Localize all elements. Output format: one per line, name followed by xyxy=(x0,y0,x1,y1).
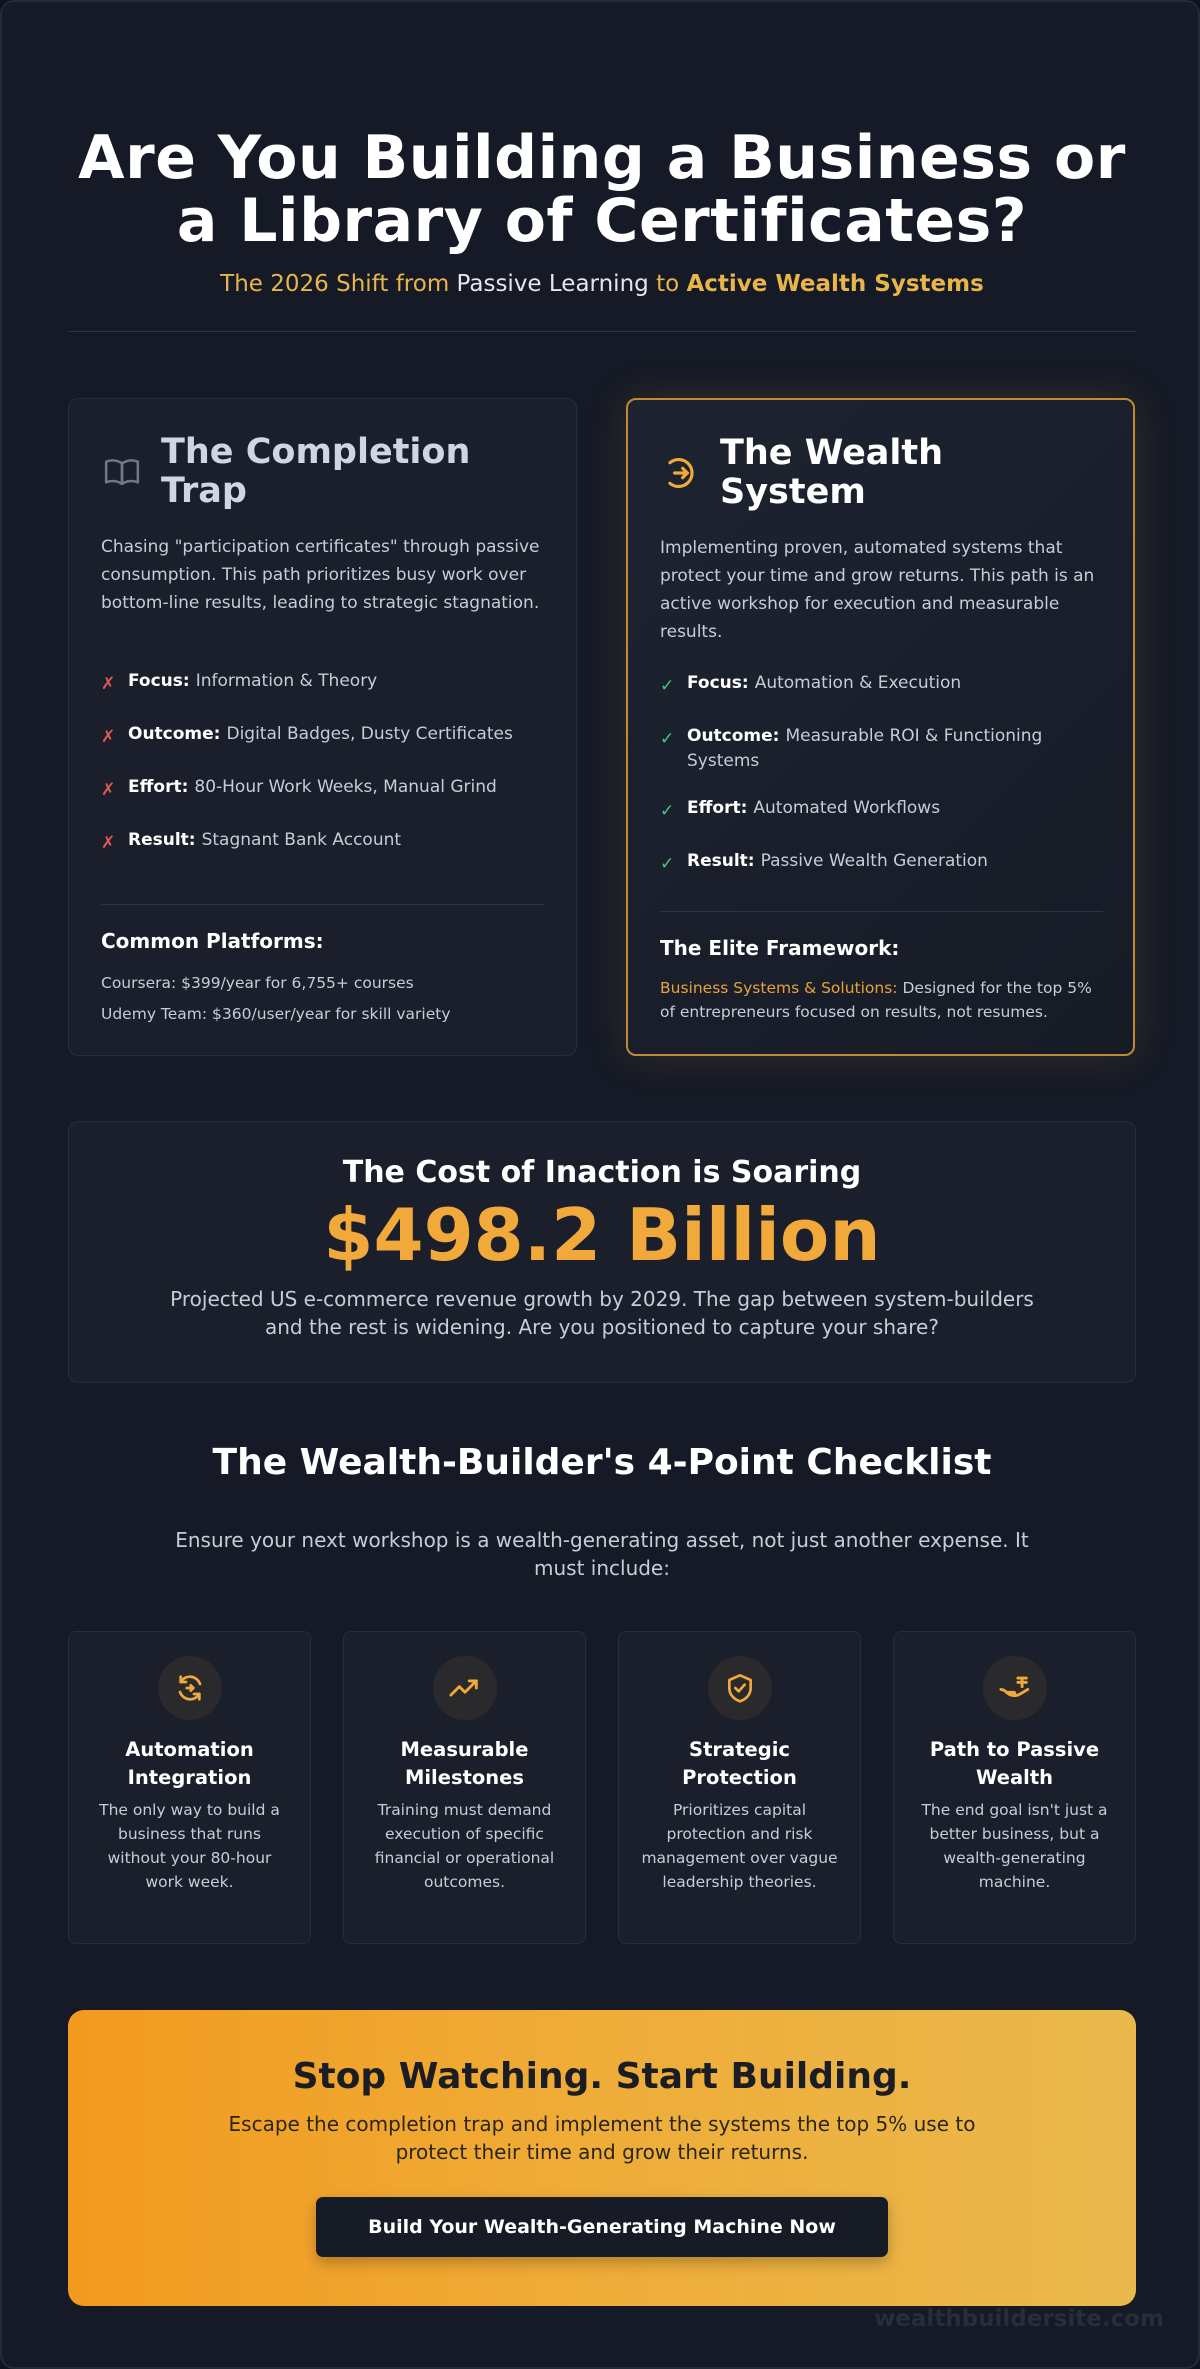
wealth-list xyxy=(660,671,1110,902)
check-icon: ✓ xyxy=(660,801,675,821)
cost-text: Projected US e-commerce revenue growth by 2029. The gap between system-builders and the rest is widening. Are you positioned to capture your share? xyxy=(170,1287,1034,1340)
cta-text: Escape the completion trap and implement the systems the top 5% use to protect their time and grow their returns. xyxy=(228,2112,976,2164)
trending-up-icon xyxy=(433,1656,497,1720)
checklist-subtitle: Ensure your next workshop is a wealth-generating asset, not just another expense. It must include: xyxy=(175,1528,1029,1580)
cost-heading: The Cost of Inaction is Soaring xyxy=(342,1155,862,1190)
checklist-card-text: Prioritizes capital protection and risk management over vague leadership theories. xyxy=(641,1801,838,1891)
cta-heading: Stop Watching. Start Building. xyxy=(292,2056,912,2097)
wealth-system-card xyxy=(626,398,1135,1056)
site-watermark: wealthbuildersite.com xyxy=(874,2306,1164,2332)
card-description: Chasing "participation certificates" through passive consumption. This path prioritizes busy work over bottom-line results, leading to strategic stagnation. xyxy=(101,537,540,613)
list-item: ✗ Effort: 80-Hour Work Weeks, Manual Grind xyxy=(101,775,551,803)
card-description: Implementing proven, automated systems that protect your time and grow returns. This path is an active workshop for execution and measurable results. xyxy=(660,538,1095,642)
list-item: ✓ Outcome: Measurable ROI & Functioning Systems xyxy=(660,724,1110,774)
platform-item: Udemy Team: $360/user/year for skill variety xyxy=(101,1005,451,1023)
list-item: ✗ Outcome: Digital Badges, Dusty Certificates xyxy=(101,722,551,750)
sync-icon xyxy=(158,1656,222,1720)
platforms-heading: Common Platforms: xyxy=(101,929,324,953)
card-header xyxy=(101,433,521,510)
checklist-card-milestones xyxy=(343,1631,586,1944)
checklist-card-text: Training must demand execution of specific financial or operational outcomes. xyxy=(374,1801,555,1891)
checklist-card-title: Measurable Milestones xyxy=(400,1738,529,1789)
framework-text: Business Systems & Solutions: Designed for the top 5% of entrepreneurs focused on results, not resumes. xyxy=(660,979,1092,1021)
check-icon: ✓ xyxy=(660,676,675,696)
checklist-card-automation xyxy=(68,1631,311,1944)
list-item: ✗ Result: Stagnant Bank Account xyxy=(101,828,551,856)
check-icon: ✓ xyxy=(660,729,675,749)
cost-of-inaction-panel xyxy=(68,1121,1136,1383)
check-icon: ✓ xyxy=(660,854,675,874)
cross-icon: ✗ xyxy=(101,674,116,694)
cost-amount: $498.2 Billion xyxy=(323,1193,881,1277)
checklist-card-text: The end goal isn't just a better business, but a wealth-generating machine. xyxy=(921,1801,1108,1891)
divider xyxy=(101,904,544,905)
framework-heading: The Elite Framework: xyxy=(660,936,900,960)
book-icon xyxy=(101,451,143,493)
divider xyxy=(68,331,1136,332)
checklist-card-title: Strategic Protection xyxy=(682,1738,797,1789)
trap-list xyxy=(101,669,551,881)
checklist-card-title: Automation Integration xyxy=(125,1738,254,1789)
checklist-card-passive-wealth xyxy=(893,1631,1136,1944)
completion-trap-card xyxy=(68,398,577,1056)
cross-icon: ✗ xyxy=(101,780,116,800)
card-title: The Wealth System xyxy=(720,433,944,512)
hero xyxy=(68,123,1136,299)
card-header xyxy=(660,434,1080,511)
cta-button[interactable]: Build Your Wealth-Generating Machine Now xyxy=(316,2197,888,2257)
card-title: The Completion Trap xyxy=(161,432,471,511)
page-title: Are You Building a Business or a Library of Certificates? xyxy=(78,123,1126,256)
checklist-title: The Wealth-Builder's 4-Point Checklist xyxy=(212,1442,992,1483)
shield-check-icon xyxy=(708,1656,772,1720)
hand-coin-icon xyxy=(983,1656,1047,1720)
cross-icon: ✗ xyxy=(101,727,116,747)
checklist-card-title: Path to Passive Wealth xyxy=(929,1738,1100,1789)
checklist-card-protection xyxy=(618,1631,861,1944)
cta-banner xyxy=(68,2010,1136,2306)
cross-icon: ✗ xyxy=(101,833,116,853)
platforms-list xyxy=(101,968,451,1030)
checklist-card-text: The only way to build a business that runs without your 80-hour work week. xyxy=(99,1801,280,1891)
platform-item: Coursera: $399/year for 6,755+ courses xyxy=(101,974,414,992)
system-cycle-icon xyxy=(660,452,702,494)
page-subtitle: The 2026 Shift from Passive Learning to Active Wealth Systems xyxy=(220,271,984,297)
divider xyxy=(660,911,1103,912)
list-item: ✓ Focus: Automation & Execution xyxy=(660,671,1110,699)
list-item: ✓ Result: Passive Wealth Generation xyxy=(660,849,1110,877)
list-item: ✗ Focus: Information & Theory xyxy=(101,669,551,697)
list-item: ✓ Effort: Automated Workflows xyxy=(660,796,1110,824)
